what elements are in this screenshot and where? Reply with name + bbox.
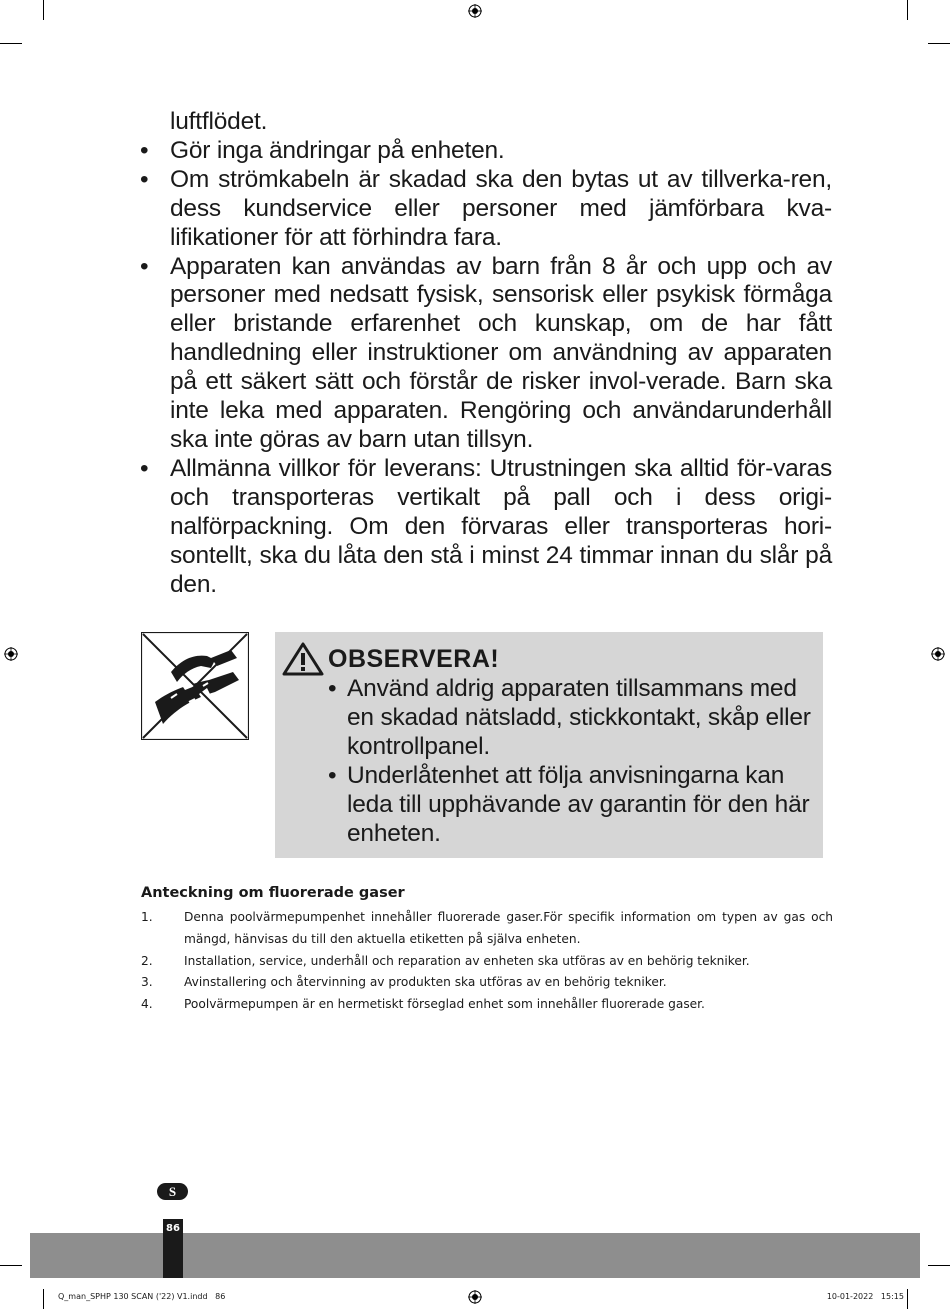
warning-triangle-icon: [282, 642, 324, 676]
language-badge: S: [157, 1183, 188, 1200]
item-text: Poolvärmepumpen är en hermetiskt förseglad enhet som innehåller fluorerade gaser.: [184, 997, 705, 1012]
crop-mark: [43, 1289, 44, 1309]
bullet: •: [140, 165, 149, 193]
list-item: [140, 137, 832, 166]
bullet: •: [140, 252, 149, 280]
crop-mark: [43, 0, 44, 20]
numbered-item: [141, 951, 833, 973]
list-item: [140, 455, 832, 600]
warning-title: OBSERVERA!: [328, 644, 500, 673]
warning-list: [328, 675, 818, 848]
bullet: •: [140, 454, 149, 482]
continued-text: luftflödet.: [170, 108, 268, 135]
crop-mark: [0, 1265, 22, 1266]
item-number: 3.: [141, 975, 153, 990]
crop-mark: [907, 1289, 908, 1309]
bullet: •: [140, 136, 149, 164]
list-item-text: Om strömkabeln är skadad ska den bytas ut av tillverka-ren, dess kundservice eller personer med jämförbara kva-lifikationer för att förhindra fara.: [170, 165, 832, 251]
list-item-text: Underlåtenhet att följa anvisningarna kan leda till upphävande av garantin för den här enheten.: [347, 761, 810, 847]
print-slug-date: 10-01-2022 15:15: [826, 1292, 904, 1301]
crop-mark: [0, 43, 22, 44]
no-damaged-plug-icon: [141, 632, 249, 740]
list-item-text: Allmänna villkor för leverans: Utrustningen ska alltid för-varas och transporteras vertikalt på pall och i dess origi-nalförpackning. Om den förvaras eller transporteras hori-sontellt, ska du låta den stå i minst 24 timmar innan du slår på den.: [170, 454, 832, 598]
item-text: Avinstallering och återvinning av produkten ska utföras av en behörig tekniker.: [184, 975, 667, 990]
item-text: Denna poolvärmepumpenhet innehåller fluorerade gaser.För specifik information om typen av gas och mängd, hänvisas du till den aktuella etiketten på själva enheten.: [184, 910, 833, 946]
numbered-item: [141, 907, 833, 951]
note-title: Anteckning om fluorerade gaser: [141, 885, 405, 901]
item-number: 4.: [141, 997, 153, 1012]
list-item: [328, 675, 818, 762]
list-item-text: Använd aldrig apparaten tillsammans med en skadad nätsladd, stickkontakt, skåp eller kontrollpanel.: [347, 675, 811, 760]
print-slug-filename: Q_man_SPHP 130 SCAN ('22) V1.indd 86: [58, 1292, 226, 1301]
numbered-item: [141, 972, 833, 994]
list-item: [140, 253, 832, 455]
list-item-text: Gör inga ändringar på enheten.: [170, 136, 505, 164]
list-item: [140, 166, 832, 253]
item-number: 2.: [141, 953, 153, 968]
numbered-item: [141, 994, 833, 1016]
crop-mark: [907, 0, 908, 20]
item-text: Installation, service, underhåll och reparation av enheten ska utföras av en behörig tekniker.: [184, 953, 750, 968]
page-number: 86: [163, 1219, 183, 1278]
registration-mark-icon: [468, 4, 482, 18]
bullet: •: [328, 761, 337, 789]
registration-mark-icon: [931, 647, 945, 661]
crop-mark: [928, 43, 950, 44]
list-item-text: Apparaten kan användas av barn från 8 år och upp och av personer med nedsatt fysisk, sensorisk eller psykisk förmåga eller bristande erfarenhet och kunskap, om de har fått handledning eller instruktioner om användning av apparaten på ett säkert sätt och förstår de risker invol-verade. Barn ska inte leka med apparaten. Rengöring och användarunderhåll ska inte göras av barn utan tillsyn.: [170, 252, 832, 453]
safety-bullet-list: [140, 108, 832, 599]
list-item: [328, 762, 818, 849]
bullet: •: [328, 675, 337, 702]
crop-mark: [928, 1265, 950, 1266]
registration-mark-icon: [468, 1290, 482, 1304]
warning-box: [275, 632, 823, 858]
registration-mark-icon: [4, 647, 18, 661]
item-number: 1.: [141, 910, 153, 924]
fluorinated-gas-note: [141, 885, 833, 1016]
warning-header: [282, 643, 499, 675]
